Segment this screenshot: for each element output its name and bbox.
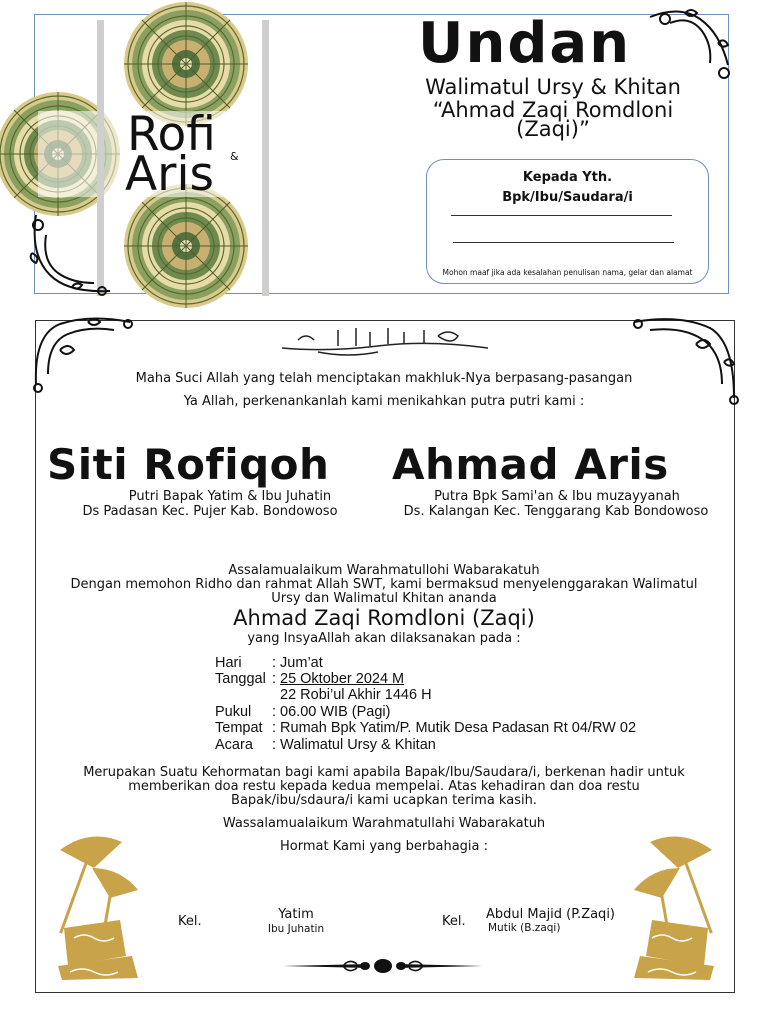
detail-hijri: 22 Robi’ul Akhir 1446 H bbox=[280, 687, 432, 703]
family-1-sub: Ibu Juhatin bbox=[267, 923, 325, 935]
detail-acara-value: : Walimatul Ursy & Khitan bbox=[272, 737, 436, 753]
groom-parents: Putra Bpk Sami'an & Ibu muzayyanah bbox=[434, 489, 680, 504]
address-sub: Bpk/Ibu/Saudara/i bbox=[502, 190, 633, 205]
detail-pukul-label: Pukul bbox=[215, 704, 252, 720]
child-name: Ahmad Zaqi Romdloni (Zaqi) bbox=[233, 606, 535, 630]
detail-tanggal-colon: : bbox=[272, 671, 277, 687]
detail-tempat-label: Tempat bbox=[215, 720, 263, 736]
bride-name: Siti Rofiqoh bbox=[47, 440, 330, 489]
detail-tempat-value: : Rumah Bpk Yatim/P. Mutik Desa Padasan Rt 04/RW 02 bbox=[272, 720, 637, 736]
opening-line-1: Maha Suci Allah yang telah menciptakan makhluk-Nya berpasang-pasangan bbox=[135, 371, 633, 386]
intro-line-1: Dengan memohon Ridho dan rahmat Allah SWT, kami bermaksud menyelenggarakan Walimatul bbox=[70, 577, 698, 592]
corner-ornament-icon bbox=[630, 314, 740, 404]
opening-line-2: Ya Allah, perkenankanlah kami menikahkan putra putri kami : bbox=[183, 394, 585, 409]
family-2-name: Abdul Majid (P.Zaqi) bbox=[486, 907, 615, 922]
panel-divider-right bbox=[262, 20, 269, 296]
detail-hari-label: Hari bbox=[215, 655, 242, 671]
detail-tanggal-label: Tanggal bbox=[215, 671, 266, 687]
closing-line-3: Bapak/ibu/sdaura/i kami ucapkan terima kasih. bbox=[231, 793, 537, 808]
family-1-prefix: Kel. bbox=[178, 914, 202, 929]
bride-address: Ds Padasan Kec. Pujer Kab. Bondowoso bbox=[82, 504, 338, 519]
umbrella-chest-ornament-icon bbox=[50, 828, 150, 983]
cover-ampersand: & bbox=[230, 150, 239, 163]
address-line-2 bbox=[453, 242, 674, 243]
groom-name: Ahmad Aris bbox=[392, 440, 669, 489]
cover-name-2: Aris bbox=[125, 147, 215, 202]
family-1-name: Yatim bbox=[278, 907, 314, 922]
detail-hari-value: : Jum’at bbox=[272, 655, 323, 671]
cover-child-line-cut bbox=[398, 117, 708, 141]
address-line-1 bbox=[451, 215, 672, 216]
divider-ornament-icon bbox=[283, 955, 483, 977]
corner-ornament-icon bbox=[28, 205, 118, 297]
umbrella-chest-ornament-icon bbox=[622, 828, 722, 983]
cover-child-line-2: (Zaqi)” bbox=[516, 117, 590, 141]
closing-line-2: memberikan doa restu kepada kedua mempelai. Atas kehadiran dan doa restu bbox=[128, 779, 640, 794]
groom-address: Ds. Kalangan Kec. Tenggarang Kab Bondowoso bbox=[403, 504, 709, 519]
bismillah-calligraphy-icon bbox=[278, 322, 493, 358]
detail-pukul-value: : 06.00 WIB (Pagi) bbox=[272, 704, 391, 720]
corner-ornament-icon bbox=[640, 5, 735, 85]
cover-name-1: Rofi bbox=[127, 107, 216, 162]
cover-child-line: “Ahmad Zaqi Romdloni bbox=[432, 98, 674, 122]
cover-title: Undan bbox=[418, 11, 632, 76]
closing-line-1: Merupakan Suatu Kehormatan bagi kami apabila Bapak/Ibu/Saudara/i, berkenan hadir untuk bbox=[83, 765, 685, 780]
bride-parents: Putri Bapak Yatim & Ibu Juhatin bbox=[128, 489, 332, 504]
detail-acara-label: Acara bbox=[215, 737, 253, 753]
wassalam: Wassalamualaikum Warahmatullahi Wabarakatuh bbox=[222, 816, 546, 831]
detail-tanggal-value: 25 Oktober 2024 M bbox=[280, 671, 405, 687]
address-sub-cut bbox=[426, 186, 709, 205]
address-heading: Kepada Yth. bbox=[522, 170, 613, 185]
salam: Assalamualaikum Warahmatullohi Wabarakatuh bbox=[228, 563, 540, 578]
cover-subtitle: Walimatul Ursy & Khitan bbox=[425, 75, 681, 99]
family-2-prefix: Kel. bbox=[442, 914, 466, 929]
address-note: Mohon maaf jika ada kesalahan penulisan nama, gelar dan alamat bbox=[442, 268, 693, 277]
held-on: yang InsyaAllah akan dilaksanakan pada : bbox=[247, 631, 521, 646]
regards: Hormat Kami yang berbahagia : bbox=[279, 839, 489, 854]
family-2-sub: Mutik (B.zaqi) bbox=[488, 922, 561, 934]
intro-line-2: Ursy dan Walimatul Khitan ananda bbox=[271, 591, 497, 606]
